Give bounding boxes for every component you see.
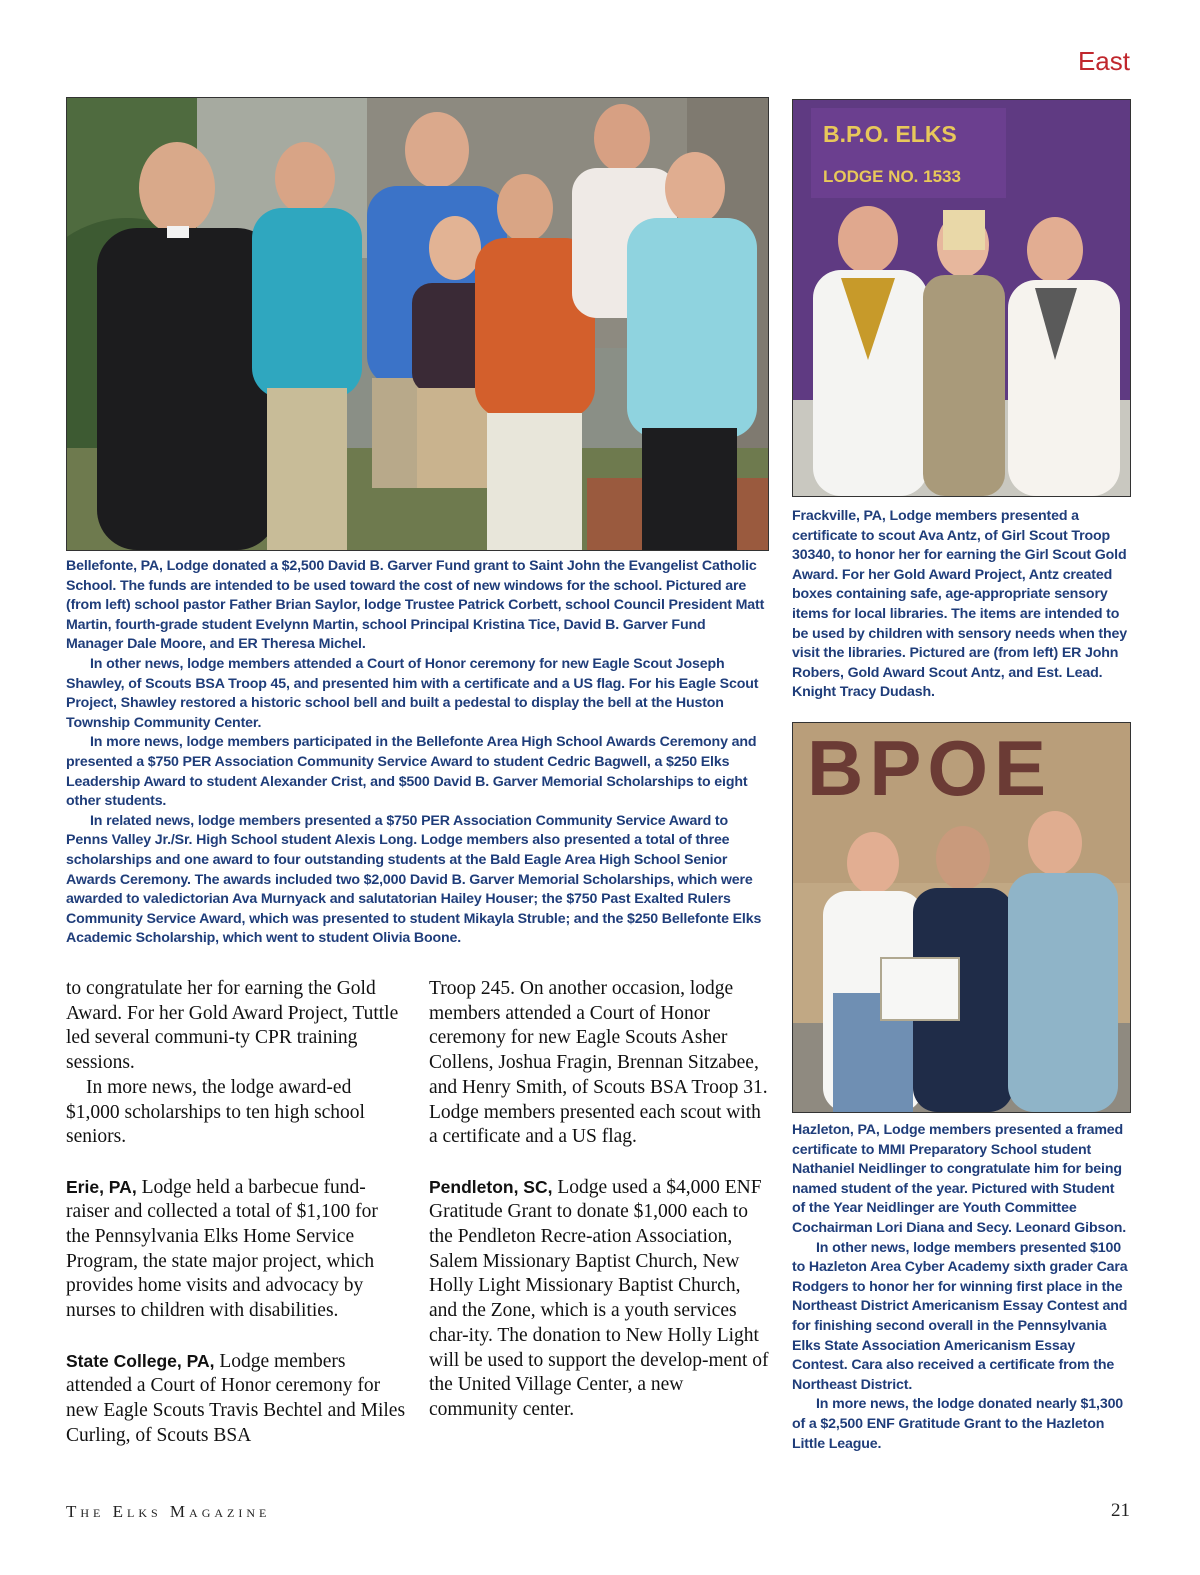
bpoe-sign-text: BPOE (807, 724, 1053, 812)
magazine-title (66, 1502, 270, 1522)
frackville-caption (792, 507, 1130, 703)
page-number: 21 (1111, 1500, 1130, 1521)
body-text-erie: Lodge held a barbecue fund-raiser and collected a total of $1,100 for the Pennsylvania Elks Home Service Program, the state major project, which provides home visits and advocacy by nurses to children with disabilities. (66, 1176, 378, 1322)
caption-place: Hazleton, PA, (792, 1122, 880, 1138)
body-text-pendleton: Lodge used a $4,000 ENF Gratitude Grant to donate $1,000 each to the Pendleton Recre-ation Association, Salem Missionary Baptist Church, New Holly Light Missionary Baptist Church, and the Zone, which is a youth services char-ity. The donation to New Holly Light will be used to support the develop-ment of the United Village Center, a new community center. (429, 1176, 769, 1420)
body-paragraph: In more news, the lodge award-ed $1,000 scholarships to ten high school seniors. (66, 1076, 365, 1148)
body-text-state-college: Lodge members attended a Court of Honor ceremony for new Eagle Scouts Travis Bechtel and Miles Curling, of Scouts BSA (66, 1350, 406, 1446)
body-column-middle (429, 977, 769, 1423)
bellefonte-caption (66, 557, 766, 949)
caption-place: Bellefonte, PA, (66, 558, 163, 574)
body-place-state-college: State College, PA, (66, 1350, 215, 1371)
caption-place: Frackville, PA, (792, 508, 886, 524)
caption-paragraph: In related news, lodge members presented a $750 PER Association Community Service Award to Penns Valley Jr./Sr. High School student Alexis Long. Lodge members also presented a total of three scholarships and one award to four outstanding students at the Bald Eagle Area High School Senior Awards Ceremony. The awards included two $2,000 David B. Garver Memorial Scholarships, which were awarded to valedictorian Ava Murnyack and salutatorian Hailey Houser; the $750 Past Exalted Rulers Community Service Award, which was presented to student Mikayla Struble; and the $250 Bellefonte Elks Academic Scholarship, which went to student Olivia Boone. (66, 812, 762, 947)
hazleton-caption (792, 1121, 1130, 1454)
caption-text: Lodge members presented a framed certificate to MMI Preparatory School student Nathaniel Neidlinger to congratulate him for being named student of the year. Pictured with Student of the Year Neidlinger are Youth Committee Cochairman Lori Diana and Secy. Leonard Gibson. (792, 1122, 1127, 1236)
body-place-erie: Erie, PA, (66, 1176, 137, 1197)
magazine-title-text: The Elks Magazine (66, 1502, 271, 1521)
hazleton-photo (792, 722, 1131, 1113)
caption-paragraph: In more news, the lodge donated nearly $1,300 of a $2,500 ENF Gratitude Grant to the Hazleton Little League. (792, 1396, 1124, 1452)
body-column-left (66, 977, 406, 1448)
banner-text-line2: LODGE NO. 1533 (823, 167, 961, 186)
bellefonte-group-photo (66, 97, 769, 551)
caption-paragraph: In other news, lodge members presented $100 to Hazleton Area Cyber Academy sixth grader Cara Rodgers to honor her for winning first place in the Northeast District Americanism Essay Contest and for finishing second overall in the Pennsylvania Elks State Association Americanism Essay Contest. Cara also received a certificate from the Northeast District. (792, 1239, 1128, 1393)
caption-paragraph: In more news, lodge members participated in the Bellefonte Area High School Awards Ceremony and presented a $750 PER Association Community Service Award to student Cedric Bagwell, a $250 Elks Leadership Award to student Alexander Crist, and $500 David B. Garver Memorial Scholarships to eight other students. (66, 734, 757, 810)
section-label: East (1077, 46, 1130, 76)
caption-text: Lodge donated a $2,500 David B. Garver Fund grant to Saint John the Evangelist Catholic School. The funds are intended to be used toward the cost of new windows for the school. Pictured are (from left) school pastor Father Brian Saylor, lodge Trustee Patrick Corbett, school Council President Matt Martin, fourth-grade student Evelynn Martin, school Principal Kristina Tice, David B. Garver Fund Manager Dale Moore, and ER Theresa Michel. (66, 558, 765, 653)
body-place-pendleton: Pendleton, SC, (429, 1176, 553, 1197)
frackville-photo (792, 99, 1131, 497)
caption-text: Lodge members presented a certificate to scout Ava Antz, of Girl Scout Troop 30340, to honor her for earning the Girl Scout Gold Award. For her Gold Award Project, Antz created boxes containing safe, age-appropriate sensory items for local libraries. The items are intended to be used by children with sensory needs when they visit the libraries. Pictured are (from left) ER John Robers, Gold Award Scout Antz, and Est. Lead. Knight Tracy Dudash. (792, 508, 1127, 701)
caption-paragraph: In other news, lodge members attended a Court of Honor ceremony for new Eagle Scout Joseph Shawley, of Scouts BSA Troop 45, and presented him with a certificate and a US flag. For his Eagle Scout Project, Shawley restored a historic school bell and built a pedestal to display the bell at the Huston Township Community Center. (66, 655, 759, 731)
banner-text-line1: B.P.O. ELKS (823, 121, 957, 147)
body-paragraph: to congratulate her for earning the Gold Award. For her Gold Award Project, Tuttle led several communi-ty CPR training sessions. (66, 978, 399, 1074)
body-paragraph: Troop 245. On another occasion, lodge members attended a Court of Honor ceremony for new Eagle Scouts Asher Collens, Joshua Fragin, Brennan Sitzabee, and Henry Smith, of Scouts BSA Troop 31. Lodge members presented each scout with a certificate and a US flag. (429, 978, 768, 1148)
